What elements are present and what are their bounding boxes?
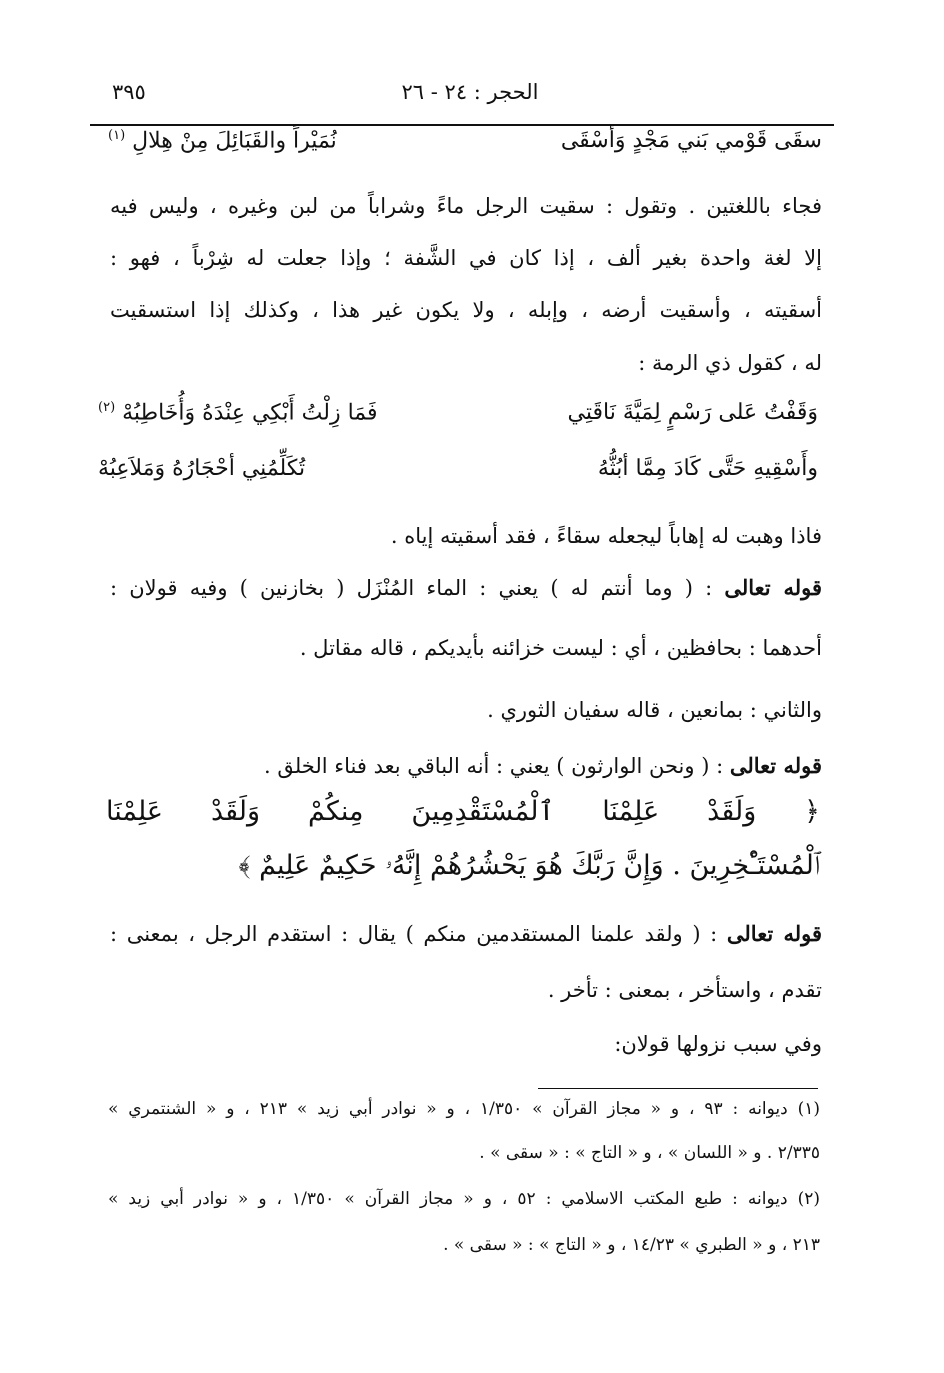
commentary-label: قوله تعالى <box>726 921 822 946</box>
para7: قوله تعالى : ( ولقد علمنا المستقدمين منكم ) يقال : استقدم الرجل ، بمعنى : <box>110 921 822 946</box>
verse1-first-hemistich: سقَى قَوْمي بَني مَجْدٍ وَأسْقَى <box>560 128 822 153</box>
verse1-second-hemistich: نُمَيْراً والقَبَائِلَ مِنْ هِلالِ $^{(١)}$ <box>108 128 337 154</box>
para1-line3: أسقيته ، وأسقيت أرضه ، وإبله ، ولا يكون غير هذا ، وكذلك إذا استسقيت <box>110 298 822 322</box>
para4: أحدهما : بحافظين ، أي : ليست خزائنه بأيديكم ، قاله مقاتل . <box>299 636 822 660</box>
running-title: الحجر : ٢٤ - ٢٦ <box>401 80 539 104</box>
para2: فاذا وهبت له إهاباً ليجعله سقاءً ، فقد أسقيته إياه . <box>390 524 822 548</box>
para1-line1: فجاء باللغتين . وتقول : سقيت الرجل ماءً وشراباً من لبن وغيره ، وليس فيه <box>110 194 822 218</box>
para5: والثاني : بمانعين ، قاله سفيان الثوري . <box>487 698 822 722</box>
para9: وفي سبب نزولها قولان: <box>614 1032 822 1056</box>
verse2-line1-second: فَمَا زِلْتُ أَبْكِي عِنْدَهُ وَأُخَاطِبُهْ $^{(٢)}$ <box>98 400 378 426</box>
para1-line4: له ، كقول ذي الرمة : <box>638 351 822 375</box>
quran-line2: ٱلْمُسْتَـْٔخِرِينَ . وَإِنَّ رَبَّكَ هُوَ يَحْشُرُهُمْ إِنَّهُۥ حَكِيمٌ عَلِيمٌ ﴾ <box>238 850 820 881</box>
footnote-ref-2: (٢) <box>98 400 116 415</box>
verse2-line1-first: وَقَفْتُ عَلى رَسْمٍ لِمَيَّةَ نَاقَتِي <box>567 400 818 425</box>
verse2-line2-first: وأَسْقِيهِ حَتَّى كَادَ مِمَّا أبُثُّهُ <box>597 456 818 481</box>
para1-line2: إلا لغة واحدة بغير ألف ، إذا كان في الشَّفة ؛ وإذا جعلت له شِرْباً ، فهو : <box>110 246 822 270</box>
footnote-2-line1: (٢) ديوانه : طبع المكتب الاسلامي : ٥٢ ، و « مجاز القرآن » ١/٣٥٠ ، و « نوادر أبي زيد » <box>108 1189 820 1209</box>
verse2-line2-second: تُكَلِّمُنِي أحْجَارُهُ وَمَلاَعِبُهْ <box>98 456 306 481</box>
footnote-ref-1: (١) <box>108 128 126 143</box>
para8: تقدم ، واستأخر ، بمعنى : تأخر . <box>547 978 822 1002</box>
para6: قوله تعالى : ( ونحن الوارثون ) يعني : أنه الباقي بعد فناء الخلق . <box>263 753 822 778</box>
commentary-label: قوله تعالى <box>724 575 822 600</box>
page-number: ٣٩٥ <box>112 80 146 104</box>
para3: قوله تعالى : ( وما أنتم له ) يعني : الماء المُنْزَل ( بخازنين ) وفيه قولان : <box>110 575 822 600</box>
quran-line1: ﴿ وَلَقَدْ عَلِمْنَا ٱلْمُسْتَقْدِمِينَ مِنكُمْ وَلَقَدْ عَلِمْنَا <box>106 796 820 827</box>
commentary-label: قوله تعالى <box>729 753 822 778</box>
footnote-1-line1: (١) ديوانه : ٩٣ ، و « مجاز القرآن » ١/٣٥٠ ، و « نوادر أبي زيد » ٢١٣ ، و « الشنتمري » <box>108 1099 821 1119</box>
footnote-1-line2: ٢/٣٣٥ . و « اللسان » ، و « التاج » : « سقى » . <box>479 1143 820 1163</box>
header-rule <box>90 124 834 126</box>
footnote-2-line2: ٢١٣ ، و « الطبري » ١٤/٢٣ ، و « التاج » : « سقى » . <box>443 1235 820 1255</box>
footnote-rule <box>538 1088 818 1089</box>
